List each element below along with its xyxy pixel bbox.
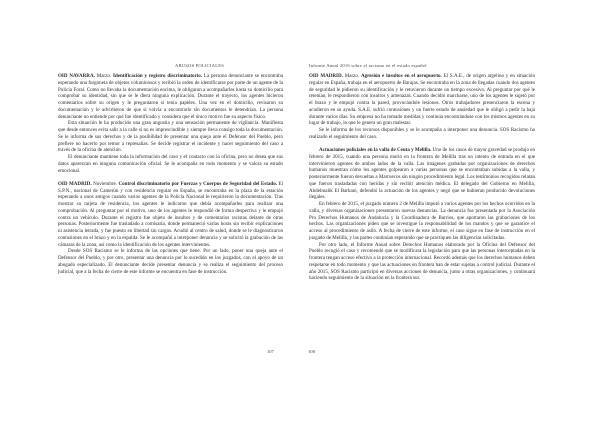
paragraph: Se le informa de los recursos disponibles y se le acompaña a interponer una denuncia. SOS Racismo ha realizado el seguimiento del caso. <box>309 127 535 140</box>
case-text: El S.A.E., de origen argelino y en situación regular en España, trabaja en el aeropuerto de Barajas. Se encontraba en la zona de llegadas cuando dos agentes de seguridad le pidieron su identificación y le retuvieron durante un tiempo excesivo. Al preguntar por qué le retenían, le respondieron con insultos y amenazas. Cuando decidió marcharse, uno de los agentes le sujetó por el brazo y le empujó contra la pared, provocándole lesiones. Otros trabajadores presenciaron la escena y acudieron en su ayuda. S.A.E. sufrió contusiones y un fuerte estado de ansiedad que le obligó a pedir la baja durante varios días. Su empresa no ha tomado medidas y continúa encontrándose con los mismos agentes en su lugar de trabajo, lo que le genera un gran malestar. <box>309 73 535 127</box>
body-text <box>309 73 535 282</box>
paragraph: Desde SOS Racismo se le informa de las opciones que tiene. Por un lado, poner una queja ante el Defensor del Pueblo, y por otro, presentar una denuncia por lo sucedido en los juzgados, con el apoyo de un abogado especializado. El denunciante decide presentar denuncia y se realiza el seguimiento del proceso judicial, que a la fecha de cierre de este informe se encuentra en fase de instrucción. <box>58 248 283 275</box>
case-text: El S.P.N., nacional de Camerún y con residencia regular en España, se encontraba en la plaza de la estación esperando a unos amigos cuando varios agentes de la Policía Nacional le requirieron la documentación. Tras mostrar su tarjeta de residencia, los agentes le indicaron que debía acompañarles para realizar una comprobación. Al preguntar por el motivo, uno de los agentes le respondió de forma despectiva y le empujó contra un vehículo. Durante el registro fue objeto de insultos y de comentarios racistas delante de otras personas. Posteriormente fue trasladado a comisaría, donde permaneció varias horas sin recibir explicaciones ni asistencia letrada, y fue puesto en libertad sin cargos. Acudió al centro de salud, donde se le diagnosticaron contusiones en el brazo y en la espalda. Se le acompañó a interponer denuncia y se solicitó la grabación de las cámaras de la zona, así como la identificación de los agentes intervinientes. <box>58 180 283 248</box>
section-text: Uno de los casos de mayor gravedad se produjo en febrero de 2015, cuando una persona murió en la frontera de Melilla tras un intento de entrada en el que intervinieron agentes de ambos lados de la valla. Las imágenes grabadas por organizaciones de derechos humanos muestran cómo los agentes golpearon a varias personas que se encontraban subidas a la valla, y posteriormente fueron devueltas a Marruecos sin ningún procedimiento legal. Los testimonios recogidos relatan que fueron trasladadas con heridas y sin recibir atención médica. El delegado del Gobierno en Melilla, Abdelmalik El Barkani, defendió la actuación de los agentes y negó que se hubieran producido devoluciones ilegales. <box>309 147 536 201</box>
running-head: Informe Anual 2016 sobre el racismo en el estado español <box>309 63 427 68</box>
page-number: 107 <box>267 349 274 354</box>
case-title: Agresión e insultos en el aeropuerto. <box>360 73 442 79</box>
paragraph: El denunciante mantiene toda la información del caso y el contacto con la oficina, pero no desea que sus datos aparezcan en ninguna comunicación oficial. Se le acompaña en todo momento y se valora su estado emocional. <box>58 154 283 174</box>
running-head: ABUSOS POLICIALES <box>175 63 224 68</box>
paragraph <box>309 147 535 201</box>
office-label: OID MADRID. <box>58 180 92 187</box>
paragraph <box>58 181 283 249</box>
paragraph <box>58 73 283 120</box>
case-title: Control discriminatorio por Fuerzas y Cuerpos de Seguridad del Estado. <box>118 180 278 187</box>
date-text: Marzo. <box>342 73 361 79</box>
paragraph: En febrero de 2015, el juzgado número 2 de Melilla imputó a varios agentes por los hechos ocurridos en la valla, y diversas organizaciones presentaron nuevas denuncias. La denuncia fue presentada por la Asociación Pro Derechos Humanos de Andalucía y la Coordinadora de Barrios, que aportaron las grabaciones de los hechos. Las organizaciones piden que se investigue la responsabilidad de los mandos y que se garantice el acceso al procedimiento de asilo. A fecha de cierre de este informe, el caso sigue en fase de instrucción en el juzgado de Melilla, y las partes continúan esperando que se practiquen las diligencias solicitadas. <box>309 201 535 241</box>
body-text <box>58 73 283 275</box>
office-label: OID NAVARRA. <box>58 73 95 79</box>
paragraph: Esta situación le ha producido una gran angustia y una sensación permanente de vigilancia. Manifiesta que desde entonces evita salir a la calle si no es imprescindible y siempre lleva consigo toda la documentación. Se le informa de sus derechos y de la posibilidad de presentar una queja ante el Defensor del Pueblo, pero prefiere no hacerlo por temor a represalias. Se decide registrar el incidente y hacer seguimiento del caso a través de la oficina de atención. <box>58 120 283 154</box>
right-page <box>300 0 600 424</box>
date-text: Marzo. <box>94 73 113 79</box>
date-text: Noviembre. <box>91 180 119 187</box>
paragraph <box>309 73 535 127</box>
page-number: 108 <box>308 349 315 354</box>
paragraph: Por otro lado, el Informe Anual sobre Derechos Humanos elaborado por la Oficina del Defensor del Pueblo recogió el caso y recomendó que se modificara la legislación para que las personas interceptadas en la frontera tengan acceso efectivo a la protección internacional. Recordó además que los derechos humanos deben respetarse en todo momento y que las actuaciones en frontera han de estar sujetas a control judicial. Durante el año 2015, SOS Racismo participó en diversas acciones de denuncia, junto a otras organizaciones, y continuará haciendo seguimiento de la situación en la frontera sur. <box>309 241 535 282</box>
office-label: OID MADRID. <box>309 73 343 79</box>
section-title: Actuaciones policiales en la valla de Ceuta y Melilla. <box>319 147 432 154</box>
case-title: Identificación y registro discriminatorio. <box>112 73 203 79</box>
case-text: La persona denunciante se encontraba esperando una furgoneta de objetos voluminosos y recibió la orden de identificarse por parte de un agente de la Policía Foral. Como no llevaba la documentación encima, le obligaron a acompañarles hasta su domicilio para comprobar su identidad, sin que se le diera ninguna explicación. Durante el trayecto, los agentes hicieron comentarios sobre su origen y le preguntaron si tenía papeles. Una vez en el domicilio, revisaron su documentación y le advirtieron de que si volvía a encontrarlo sin documentos le detendrían. La persona denunciante no entiende por qué fue identificado y considera que el único motivo fue su aspecto físico. <box>58 73 283 120</box>
